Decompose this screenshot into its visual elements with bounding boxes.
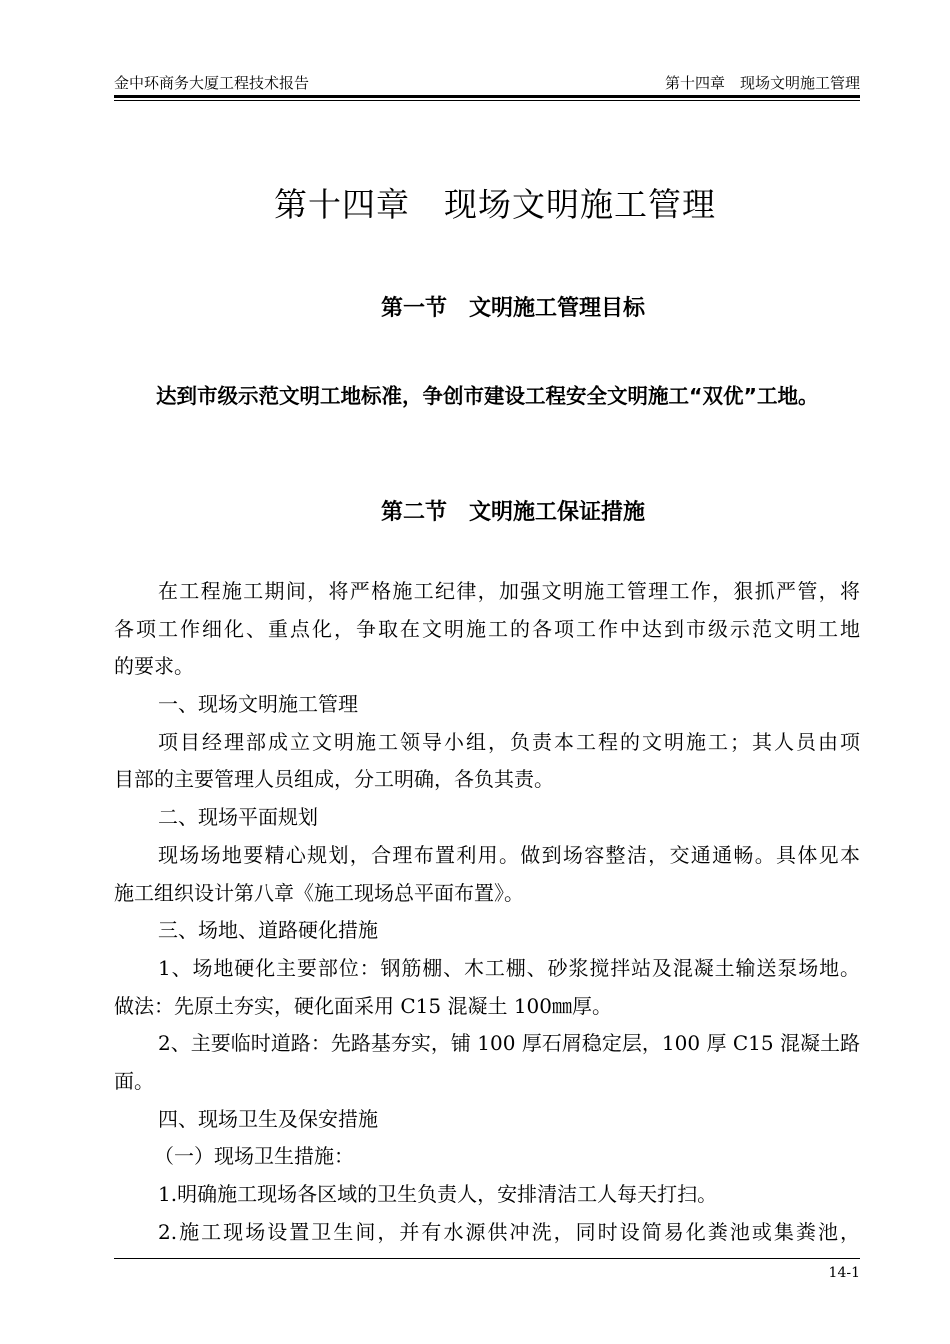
paragraph-line: 2、主要临时道路：先路基夯实，铺 100 厚石屑稳定层，100 厚 C15 混凝土路 xyxy=(158,1031,860,1056)
header-chapter-title: 第十四章 现场文明施工管理 xyxy=(664,74,860,92)
paragraph-line: 现场场地要精心规划，合理布置利用。做到场容整洁，交通通畅。具体见本 xyxy=(158,842,860,867)
chapter-title: 第十四章 现场文明施工管理 xyxy=(274,185,716,224)
header-divider-thick xyxy=(114,95,860,98)
list-item: 2.施工现场设置卫生间，并有水源供冲洗，同时设简易化粪池或集粪池， xyxy=(158,1219,860,1244)
paragraph-line: 的要求。 xyxy=(114,654,194,679)
paragraph-line: 面。 xyxy=(114,1068,154,1093)
paragraph-line: 1、场地硬化主要部位：钢筋棚、木工棚、砂浆搅拌站及混凝土输送泵场地。 xyxy=(158,955,860,980)
paragraph-line: 各项工作细化、重点化，争取在文明施工的各项工作中达到市级示范文明工地 xyxy=(114,616,860,641)
section-title-goals: 第一节 文明施工管理目标 xyxy=(380,296,645,321)
subheading: 四、现场卫生及保安措施 xyxy=(158,1106,378,1131)
subheading: （一）现场卫生措施： xyxy=(154,1144,354,1169)
list-item: 1.明确施工现场各区域的卫生负责人，安排清洁工人每天打扫。 xyxy=(158,1182,718,1206)
subheading: 一、现场文明施工管理 xyxy=(158,692,358,717)
page-number: 14-1 xyxy=(828,1265,860,1281)
paragraph-line: 目部的主要管理人员组成，分工明确，各负其责。 xyxy=(114,767,554,792)
paragraph-line: 做法：先原土夯实，硬化面采用 C15 混凝土 100㎜厚。 xyxy=(114,993,612,1018)
paragraph-line: 施工组织设计第八章《施工现场总平面布置》。 xyxy=(114,880,524,905)
header-report-title: 金中环商务大厦工程技术报告 xyxy=(114,74,310,92)
subheading: 二、现场平面规划 xyxy=(158,805,318,830)
footer-divider xyxy=(114,1258,860,1259)
paragraph-line: 在工程施工期间，将严格施工纪律，加强文明施工管理工作，狠抓严管，将 xyxy=(158,579,860,603)
goal-statement: 达到市级示范文明工地标准，争创市建设工程安全文明施工“双优”工地。 xyxy=(156,384,819,408)
subheading: 三、场地、道路硬化措施 xyxy=(158,918,378,943)
paragraph-line: 项目经理部成立文明施工领导小组，负责本工程的文明施工；其人员由项 xyxy=(158,729,860,754)
section-title-measures: 第二节 文明施工保证措施 xyxy=(380,500,645,525)
body-text xyxy=(114,573,860,1251)
header-divider-thin xyxy=(114,100,860,101)
page-header xyxy=(114,72,860,94)
